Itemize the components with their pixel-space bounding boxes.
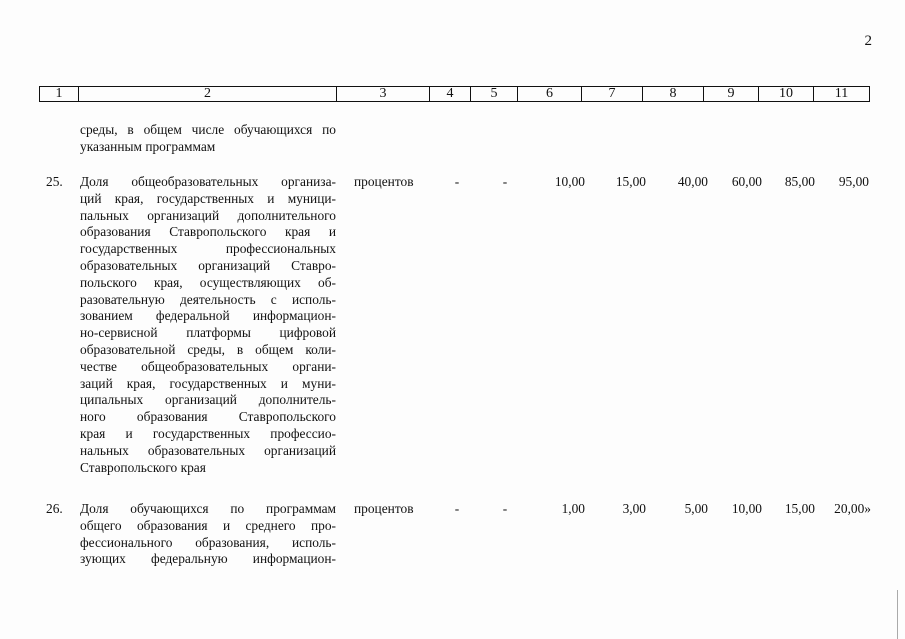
description-line: заций края, государственных и муни- <box>80 375 336 391</box>
row-col9-value: 60,00 <box>731 174 762 189</box>
header-col-9: 9 <box>704 87 759 101</box>
row-col8-value: 5,00 <box>684 501 708 516</box>
header-col-3: 3 <box>337 87 430 101</box>
header-col-5: 5 <box>471 87 518 101</box>
description-line: Ставропольского края <box>80 459 206 475</box>
row-col4-value: - <box>454 501 460 516</box>
description-line: зующих федеральную информацион- <box>80 551 336 567</box>
description-line: фессионального образования, исполь- <box>80 534 336 550</box>
description-line: края и государственных профессио- <box>80 425 336 441</box>
row-col7-value: 15,00 <box>615 174 646 189</box>
description-line: ципальных организаций дополнитель- <box>80 392 336 408</box>
row-description <box>80 174 336 476</box>
description-line: общего образования и среднего про- <box>80 517 336 533</box>
description-line: честве общеобразовательных органи- <box>80 358 336 374</box>
continuation-line: среды, в общем числе обучающихся по <box>80 122 336 137</box>
description-line: образования Ставропольского края и <box>80 224 336 240</box>
description-line: Доля общеобразовательных организа- <box>80 174 336 189</box>
row-unit: процентов <box>354 174 414 189</box>
row-col11-value: 95,00 <box>838 174 869 189</box>
row-col9-value: 10,00 <box>731 501 762 516</box>
row-number: 26. <box>46 501 63 516</box>
header-col-7: 7 <box>582 87 643 101</box>
description-line: Доля обучающихся по программам <box>80 501 336 516</box>
row-col7-value: 3,00 <box>622 501 646 516</box>
header-col-4: 4 <box>430 87 471 101</box>
description-line: государственных профессиональных <box>80 241 336 257</box>
description-line: но-сервисной платформы цифровой <box>80 325 336 341</box>
scan-edge-line <box>897 590 898 639</box>
header-col-10: 10 <box>759 87 814 101</box>
row-unit: процентов <box>354 501 414 516</box>
row-col6-value: 10,00 <box>554 174 585 189</box>
row-col6-value: 1,00 <box>561 501 585 516</box>
description-line: польского края, осуществляющих об- <box>80 274 336 290</box>
description-line: ного образования Ставропольского <box>80 409 336 425</box>
row-number: 25. <box>46 174 63 189</box>
header-col-11: 11 <box>834 86 849 101</box>
table-header-row <box>39 86 870 102</box>
row-col11-value: 20,00» <box>834 501 871 516</box>
description-line: ций края, государственных и муници- <box>80 190 336 206</box>
row-col10-value: 85,00 <box>784 174 815 189</box>
description-line: разовательную деятельность с исполь- <box>80 291 336 307</box>
description-line: образовательных организаций Ставро- <box>80 257 336 273</box>
row-col4-value: - <box>454 174 460 189</box>
row-description <box>80 501 336 568</box>
description-line: нальных образовательных организаций <box>80 442 336 458</box>
header-col-1: 1 <box>40 87 79 101</box>
header-col-2: 2 <box>79 87 337 101</box>
description-line: зованием федеральной информацион- <box>80 308 336 324</box>
row-col5-value: - <box>502 174 508 189</box>
row-col8-value: 40,00 <box>677 174 708 189</box>
header-col-6: 6 <box>518 87 582 101</box>
continuation-line: указанным программам <box>80 138 216 154</box>
description-line: образовательной среды, в общем коли- <box>80 341 336 357</box>
continuation-text <box>80 122 336 156</box>
row-col10-value: 15,00 <box>784 501 815 516</box>
header-col-8: 8 <box>643 87 704 101</box>
page-number: 2 <box>864 33 872 49</box>
row-col5-value: - <box>502 501 508 516</box>
description-line: пальных организаций дополнительного <box>80 207 336 223</box>
